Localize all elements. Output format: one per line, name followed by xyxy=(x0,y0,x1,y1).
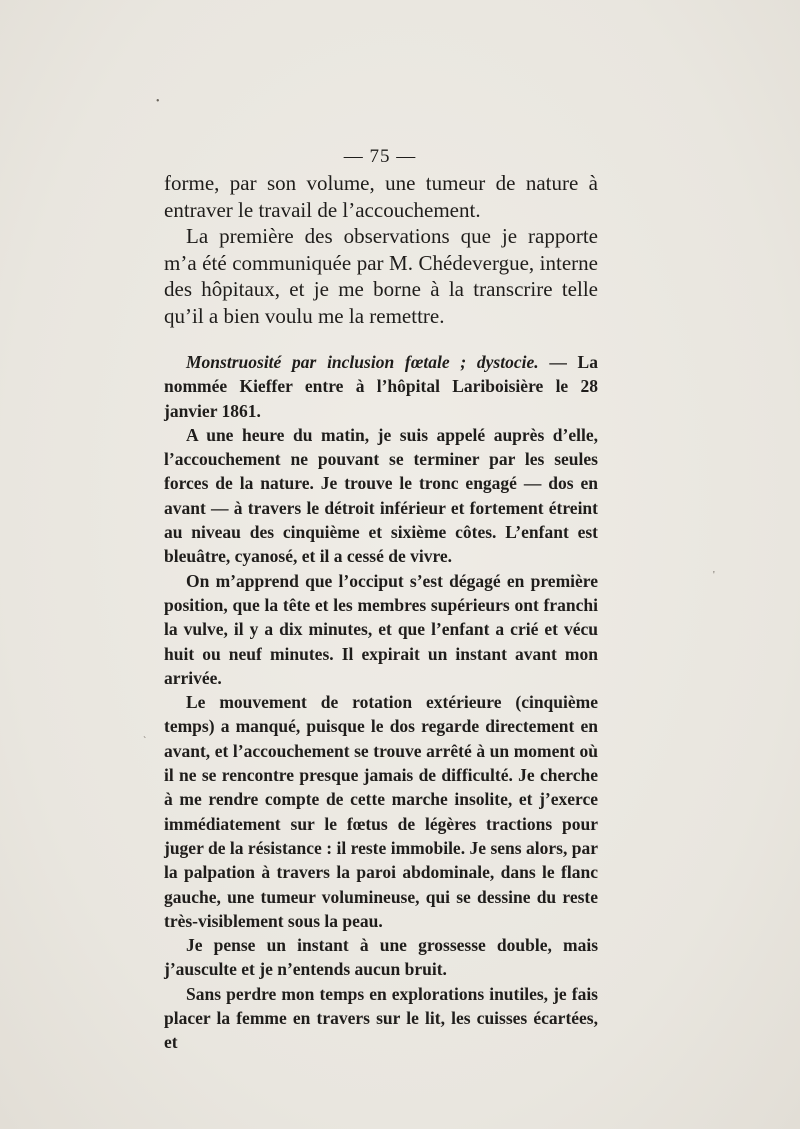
paragraph: A une heure du matin, je suis appelé auprès d’elle, l’accouchement ne pouvant se terminer par les seules forces de la nature. Je trouve le tronc engagé — dos en avant — à travers le détroit inférieur et fortement étreint au niveau des cinquième et sixième côtes. L’enfant est bleuâtre, cyanosé, et il a cessé de vivre. xyxy=(164,424,598,567)
paper-speck: ' xyxy=(713,570,715,581)
paragraph: La première des observations que je rapporte m’a été communiquée par M. Chédevergue, interne des hôpitaux, et je me borne à la transcrire telle qu’il a bien voulu me la remettre. xyxy=(164,224,598,328)
paragraph: Je pense un instant à une grossesse double, mais j’ausculte et je n’entends aucun bruit. xyxy=(164,935,598,980)
observation-title-rest: — La nommée Kieffer entre à l’hôpital Lariboisière le 28 janvier 1861. xyxy=(164,352,598,421)
observation-text xyxy=(164,350,598,1055)
observation-title: Monstruosité par inclusion fœtale ; dystocie. xyxy=(186,352,539,372)
paragraph: Sans perdre mon temps en explorations inutiles, je fais placer la femme en travers sur le lit, les cuisses écartées, et xyxy=(164,983,598,1053)
paper-speck: ˋ xyxy=(143,736,147,747)
paragraph: forme, par son volume, une tumeur de nature à entraver le travail de l’accouchement. xyxy=(164,171,598,222)
page-number: — 75 — xyxy=(343,146,417,167)
paragraph: On m’apprend que l’occiput s’est dégagé en première position, que la tête et les membres supérieurs ont franchi la vulve, il y a dix minutes, et que l’enfant a crié et vécu huit ou neuf minutes. Il expirait un instant avant mon arrivée. xyxy=(164,570,598,688)
paragraph: Le mouvement de rotation extérieure (cinquième temps) a manqué, puisque le dos regarde directement en avant, et l’accouchement se trouve arrêté à un moment où il ne se rencontre presque jamais de difficulté. Je cherche à me rendre compte de cette marche insolite, et j’exerce immédiatement sur le fœtus de légères tractions pour juger de la résistance : il reste immobile. Je sens alors, par la palpation à travers la paroi abdominale, dans le flanc gauche, une tumeur volumineuse, qui se dessine du reste très-visiblement sous la peau. xyxy=(164,692,598,931)
observation-heading xyxy=(164,350,598,423)
intro-text xyxy=(164,170,598,330)
paper-speck: • xyxy=(156,96,160,107)
